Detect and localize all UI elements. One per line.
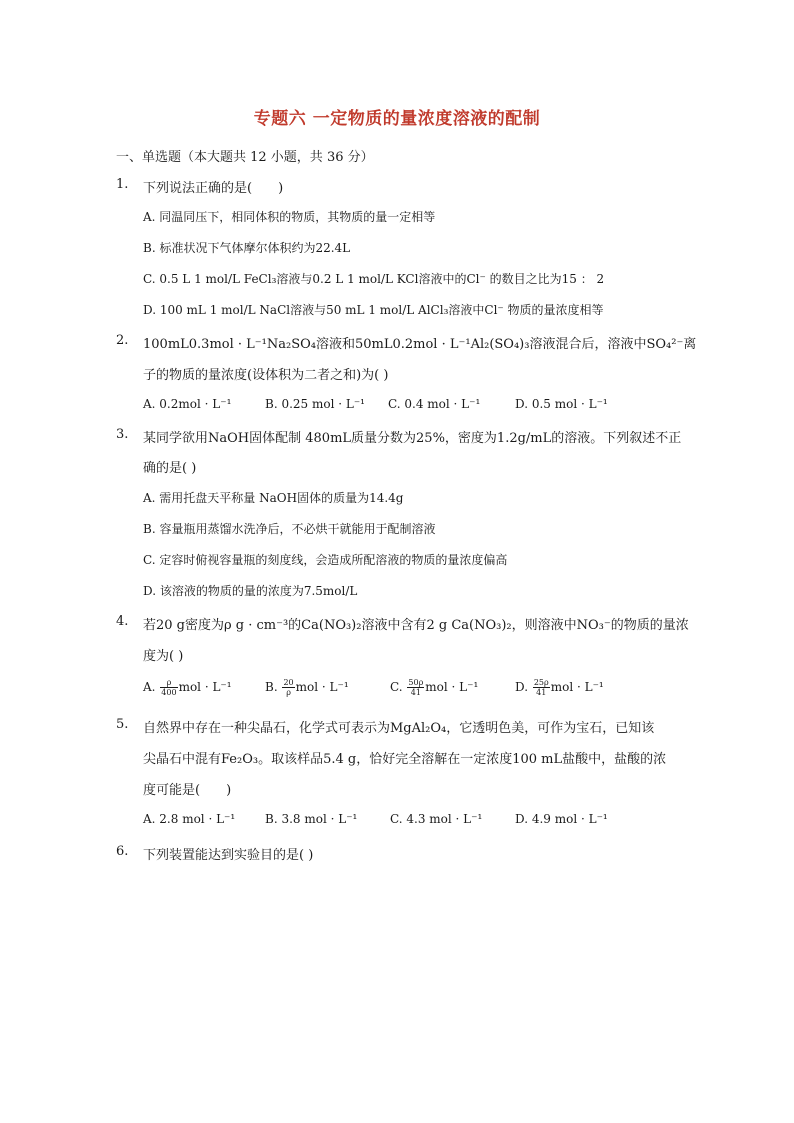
question-2-option-a: A. 0.2mol · L⁻¹ [143, 397, 232, 411]
question-4-stem-line1: 若20 g密度为ρ g · cm⁻³的Ca(NO₃)₂溶液中含有2 g Ca(NO₃)₂，则溶液中NO₃⁻的物质的量浓 [143, 618, 689, 633]
question-6-number: 6. [116, 844, 129, 859]
question-3-option-d: D. 该溶液的物质的量的浓度为7.5mol/L [143, 584, 358, 598]
question-1-option-c: C. 0.5 L 1 mol/L FeCl₃溶液与0.2 L 1 mol/L KCl溶液中的Cl⁻ 的数目之比为15 ： 2 [143, 272, 605, 286]
question-2-stem-line1: 100mL0.3mol · L⁻¹Na₂SO₄溶液和50mL0.2mol · L⁻¹Al₂(SO₄)₃溶液混合后，溶液中SO₄²⁻离 [143, 337, 697, 352]
question-3-stem-line1: 某同学欲用NaOH固体配制 480mL质量分数为25%，密度为1.2g/mL的溶液。下列叙述不正 [143, 431, 682, 446]
question-1-option-a: A. 同温同压下，相同体积的物质，其物质的量一定相等 [143, 210, 436, 224]
question-5-option-d: D. 4.9 mol · L⁻¹ [515, 812, 608, 826]
question-5-option-c: C. 4.3 mol · L⁻¹ [390, 812, 483, 826]
fraction: $\frac{\rho}{400}$ [161, 678, 177, 697]
question-4-stem-line2: 度为( ) [143, 649, 184, 664]
question-5-number: 5. [116, 717, 129, 732]
question-2-stem-line2: 子的物质的量浓度(设体积为二者之和)为( ) [143, 368, 389, 383]
question-4-option-b: B. $\frac{20}{\rho}$ mol · L⁻¹ [265, 678, 349, 697]
question-5-stem-line1: 自然界中存在一种尖晶石，化学式可表示为MgAl₂O₄，它透明色美，可作为宝石，已知该 [143, 721, 655, 736]
question-3-option-a: A. 需用托盘天平称量 NaOH固体的质量为14.4g [143, 491, 404, 505]
fraction: $\frac{20}{\rho}$ [283, 678, 294, 697]
question-3-number: 3. [116, 427, 129, 442]
section-heading: 一、单选题（本大题共 12 小题，共 36 分） [116, 150, 374, 165]
question-3-stem-line2: 确的是( ) [143, 461, 197, 476]
question-1-number: 1. [116, 177, 129, 192]
question-4-number: 4. [116, 614, 129, 629]
question-1-option-d: D. 100 mL 1 mol/L NaCl溶液与50 mL 1 mol/L AlCl₃溶液中Cl⁻ 物质的量浓度相等 [143, 303, 604, 317]
question-3-option-c: C. 定容时俯视容量瓶的刻度线，会造成所配溶液的物质的量浓度偏高 [143, 553, 508, 567]
question-5-stem-line2: 尖晶石中混有Fe₂O₃。取该样品5.4 g，恰好完全溶解在一定浓度100 mL盐酸中，盐酸的浓 [143, 752, 667, 767]
question-4-option-d: D. $\frac{25\rho}{41}$ mol · L⁻¹ [515, 678, 604, 697]
question-4-option-c: C. $\frac{50\rho}{41}$ mol · L⁻¹ [390, 678, 479, 697]
fraction: $\frac{25\rho}{41}$ [533, 678, 549, 697]
question-4-option-a: A. $\frac{\rho}{400}$ mol · L⁻¹ [143, 678, 232, 697]
question-6-stem: 下列装置能达到实验目的是( ) [143, 848, 314, 863]
question-5-option-a: A. 2.8 mol · L⁻¹ [143, 812, 236, 826]
page-title: 专题六 一定物质的量浓度溶液的配制 [253, 109, 541, 129]
question-3-option-b: B. 容量瓶用蒸馏水洗净后，不必烘干就能用于配制溶液 [143, 522, 436, 536]
fraction: $\frac{50\rho}{41}$ [408, 678, 424, 697]
question-2-option-b: B. 0.25 mol · L⁻¹ [265, 397, 365, 411]
question-1-option-b: B. 标准状况下气体摩尔体积约为22.4L [143, 241, 351, 255]
question-5-stem-line3: 度可能是( ) [143, 783, 232, 798]
question-1-stem: 下列说法正确的是( ) [143, 181, 284, 196]
question-5-option-b: B. 3.8 mol · L⁻¹ [265, 812, 358, 826]
question-2-option-d: D. 0.5 mol · L⁻¹ [515, 397, 608, 411]
question-2-number: 2. [116, 333, 129, 348]
question-2-option-c: C. 0.4 mol · L⁻¹ [388, 397, 481, 411]
